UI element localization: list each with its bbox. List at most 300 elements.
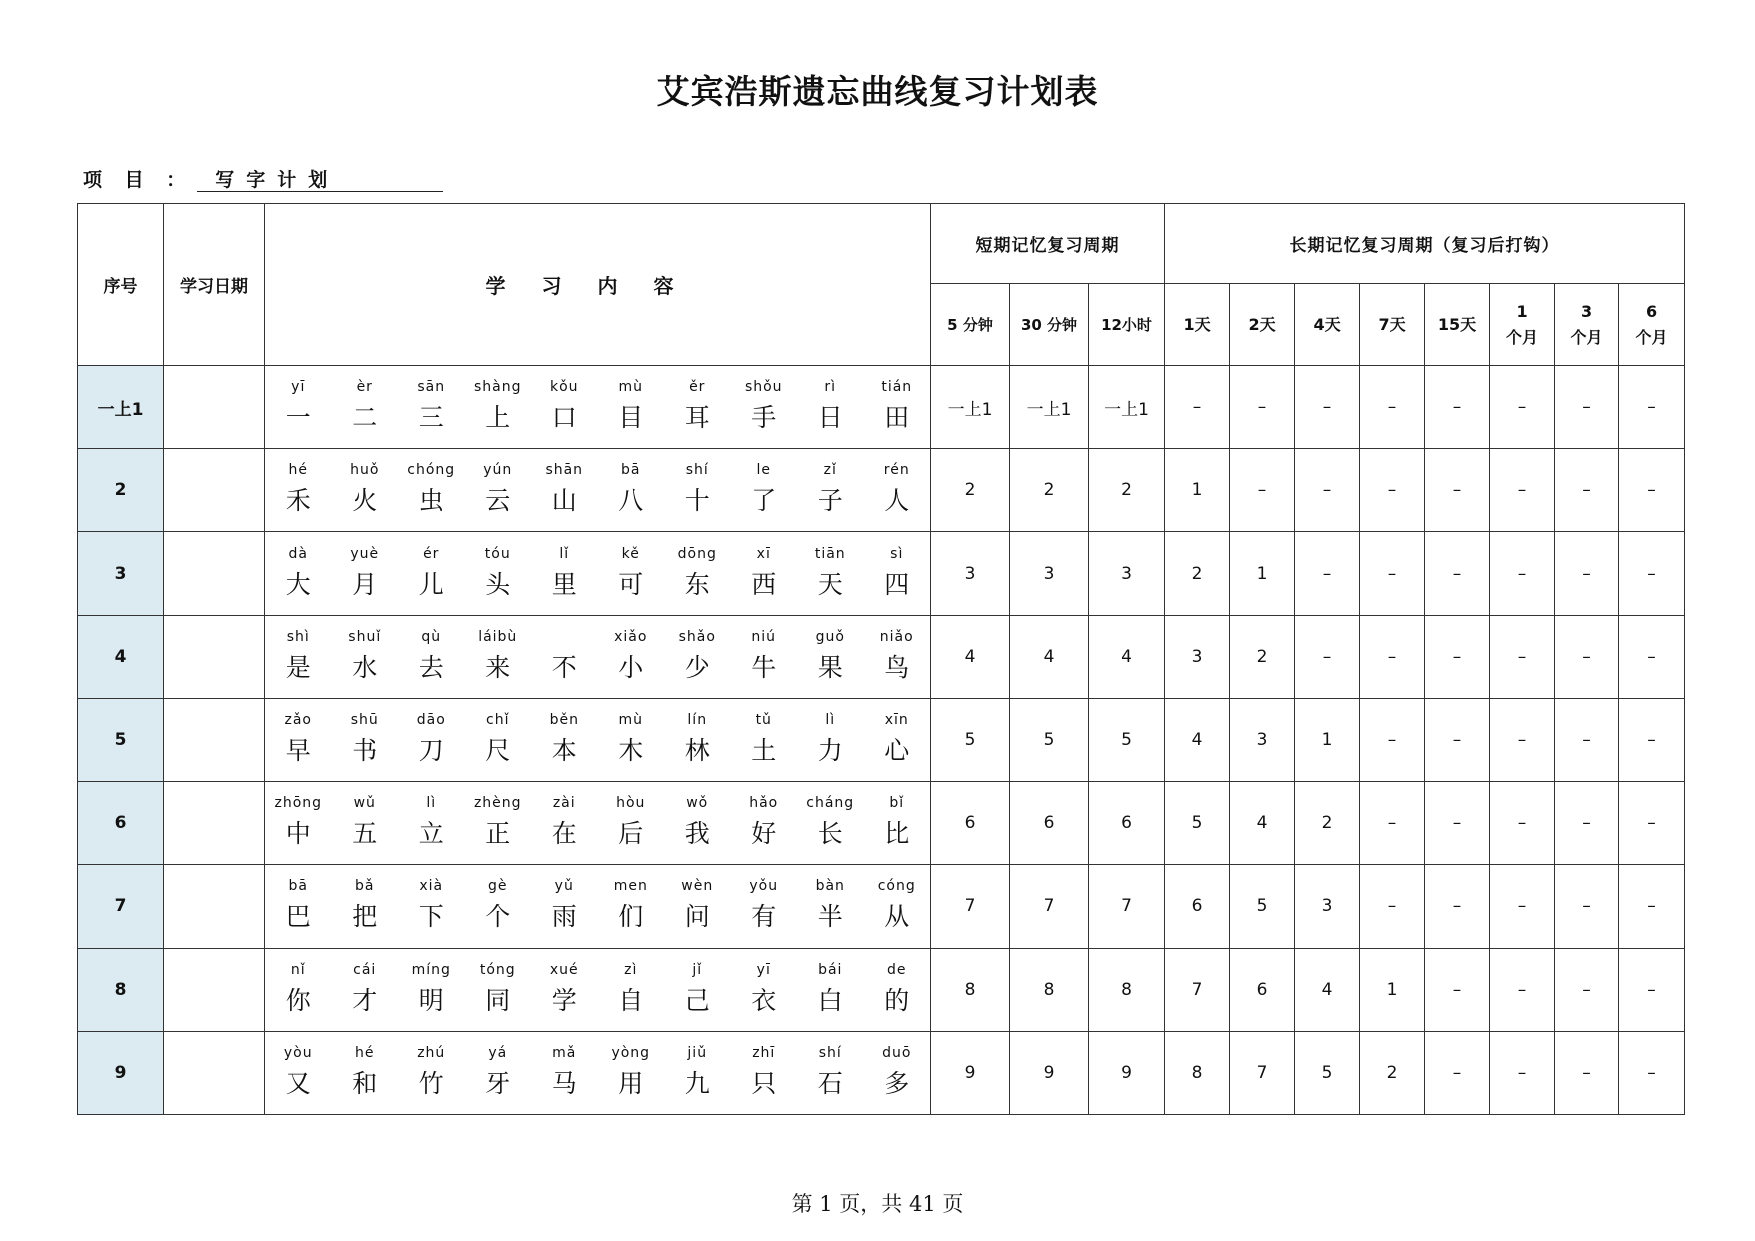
hanzi: 九 <box>684 1068 710 1098</box>
hanzi: 有 <box>751 902 777 932</box>
header-short-col: 12小时 <box>1089 284 1165 366</box>
hanzi: 八 <box>618 486 644 516</box>
long-review-cell[interactable]: – <box>1619 1031 1685 1114</box>
pinyin: niú <box>751 628 777 645</box>
hanzi: 刀 <box>418 735 444 765</box>
hanzi: 心 <box>884 735 910 765</box>
short-review-cell[interactable]: 8 <box>931 948 1010 1031</box>
long-review-cell[interactable]: – <box>1490 532 1555 615</box>
long-review-cell[interactable]: 2 <box>1230 615 1295 698</box>
hanzi: 衣 <box>751 985 777 1015</box>
row-seq: 2 <box>78 449 164 532</box>
header-long-col: 15天 <box>1425 284 1490 366</box>
pinyin: dāo <box>416 711 446 728</box>
long-review-cell[interactable]: – <box>1555 1031 1619 1114</box>
pinyin-line <box>265 711 930 733</box>
pinyin: nǐ <box>290 961 306 978</box>
hanzi: 又 <box>285 1068 311 1098</box>
short-review-cell[interactable]: 3 <box>1010 532 1089 615</box>
hanzi: 一 <box>285 403 311 433</box>
hanzi: 少 <box>684 652 710 682</box>
header-content: 学习内容 <box>265 204 931 366</box>
long-review-cell[interactable]: – <box>1555 698 1619 781</box>
long-review-cell[interactable]: – <box>1295 615 1360 698</box>
long-review-cell[interactable]: 2 <box>1295 782 1360 865</box>
character-line <box>265 483 930 519</box>
long-review-cell[interactable]: – <box>1360 366 1425 449</box>
hanzi: 雨 <box>551 902 577 932</box>
hanzi: 你 <box>285 985 311 1015</box>
long-review-cell[interactable]: – <box>1490 698 1555 781</box>
short-review-cell[interactable]: 9 <box>1010 1031 1089 1114</box>
pinyin: tǔ <box>755 711 772 728</box>
table-row <box>78 782 1685 865</box>
pinyin: shí <box>818 1044 842 1061</box>
long-review-cell[interactable]: – <box>1295 366 1360 449</box>
long-review-cell[interactable]: – <box>1425 948 1490 1031</box>
hanzi: 己 <box>684 985 710 1015</box>
pinyin: shǒu <box>744 379 783 396</box>
hanzi: 上 <box>485 403 511 433</box>
pinyin: lǐ <box>559 545 570 562</box>
hanzi: 水 <box>352 652 378 682</box>
table-row <box>78 698 1685 781</box>
table-row <box>78 865 1685 948</box>
hanzi: 东 <box>684 569 710 599</box>
long-review-cell[interactable]: – <box>1619 449 1685 532</box>
long-review-cell[interactable]: – <box>1555 948 1619 1031</box>
pinyin: mǎ <box>552 1044 577 1061</box>
pinyin: yòu <box>283 1044 313 1061</box>
long-review-cell[interactable]: – <box>1360 532 1425 615</box>
long-review-cell[interactable]: – <box>1490 615 1555 698</box>
long-review-cell[interactable]: – <box>1490 449 1555 532</box>
pinyin: yún <box>483 462 513 479</box>
row-seq: 8 <box>78 948 164 1031</box>
long-review-cell[interactable]: – <box>1425 615 1490 698</box>
long-review-cell[interactable]: 7 <box>1230 1031 1295 1114</box>
hanzi: 才 <box>352 985 378 1015</box>
long-review-cell[interactable]: – <box>1425 865 1490 948</box>
pinyin: shǎo <box>678 628 716 645</box>
long-review-cell[interactable]: 1 <box>1360 948 1425 1031</box>
hanzi: 牛 <box>751 652 777 682</box>
hanzi: 尺 <box>485 735 511 765</box>
long-review-cell[interactable]: 4 <box>1295 948 1360 1031</box>
pinyin: rì <box>824 379 837 396</box>
hanzi: 个 <box>485 902 511 932</box>
long-review-cell[interactable]: – <box>1490 948 1555 1031</box>
hanzi: 们 <box>618 902 644 932</box>
study-content-cell <box>265 532 931 615</box>
short-review-cell[interactable]: 9 <box>1089 1031 1165 1114</box>
row-seq: 4 <box>78 615 164 698</box>
long-review-cell[interactable]: – <box>1360 615 1425 698</box>
short-review-cell[interactable]: 2 <box>1089 449 1165 532</box>
long-review-cell[interactable]: – <box>1425 366 1490 449</box>
short-review-cell[interactable]: 4 <box>931 615 1010 698</box>
study-date-cell[interactable] <box>164 865 265 948</box>
short-review-cell[interactable]: 7 <box>931 865 1010 948</box>
pinyin: yuè <box>350 545 380 562</box>
row-seq: 9 <box>78 1031 164 1114</box>
pinyin: duō <box>882 1044 912 1061</box>
pinyin: huǒ <box>350 462 380 479</box>
page-title: 艾宾浩斯遗忘曲线复习计划表 <box>656 72 1099 111</box>
long-review-cell[interactable]: – <box>1555 532 1619 615</box>
hanzi: 口 <box>551 403 577 433</box>
pinyin: shuǐ <box>348 628 382 645</box>
row-seq: 一上1 <box>78 366 164 449</box>
pinyin: tóu <box>484 545 511 562</box>
pinyin-line <box>265 461 930 483</box>
table-row <box>78 1031 1685 1114</box>
hanzi: 自 <box>618 985 644 1015</box>
long-review-cell[interactable]: – <box>1230 449 1295 532</box>
pinyin: xià <box>419 878 444 895</box>
pinyin: gè <box>488 878 508 895</box>
short-review-cell[interactable]: 一上1 <box>1089 366 1165 449</box>
long-review-cell[interactable]: – <box>1425 698 1490 781</box>
header-short-term: 短期记忆复习周期 <box>931 204 1165 284</box>
pinyin: bā <box>621 462 641 479</box>
header-long-col: 7天 <box>1360 284 1425 366</box>
pinyin: cóng <box>877 878 916 895</box>
pinyin-line <box>265 628 930 650</box>
pinyin: ěr <box>689 379 706 396</box>
hanzi: 二 <box>352 403 378 433</box>
long-review-cell[interactable]: 3 <box>1165 615 1230 698</box>
long-review-cell[interactable]: 7 <box>1165 948 1230 1031</box>
long-review-cell[interactable]: – <box>1425 782 1490 865</box>
short-review-cell[interactable]: 6 <box>1010 782 1089 865</box>
long-review-cell[interactable]: – <box>1619 865 1685 948</box>
pinyin: wèn <box>681 878 714 895</box>
long-review-cell[interactable]: – <box>1425 1031 1490 1114</box>
pinyin: xué <box>549 961 579 978</box>
pinyin: le <box>756 462 771 479</box>
header-short-col: 5 分钟 <box>931 284 1010 366</box>
study-content-cell <box>265 615 931 698</box>
study-date-cell[interactable] <box>164 532 265 615</box>
pinyin: bǐ <box>889 795 905 812</box>
character-line <box>265 650 930 686</box>
hanzi: 白 <box>817 985 843 1015</box>
short-review-cell[interactable]: 5 <box>1089 698 1165 781</box>
hanzi: 明 <box>418 985 444 1015</box>
hanzi: 耳 <box>684 403 710 433</box>
hanzi: 同 <box>485 985 511 1015</box>
row-seq: 5 <box>78 698 164 781</box>
long-review-cell[interactable]: 8 <box>1165 1031 1230 1114</box>
pinyin: bàn <box>815 878 845 895</box>
long-review-cell[interactable]: 4 <box>1230 782 1295 865</box>
long-review-cell[interactable]: – <box>1360 865 1425 948</box>
study-content-cell <box>265 782 931 865</box>
pinyin: yī <box>291 379 306 396</box>
long-review-cell[interactable]: – <box>1360 782 1425 865</box>
pinyin: běn <box>549 711 579 728</box>
study-date-cell[interactable] <box>164 948 265 1031</box>
long-review-cell[interactable]: – <box>1490 865 1555 948</box>
long-review-cell[interactable]: 5 <box>1165 782 1230 865</box>
long-review-cell[interactable]: – <box>1619 532 1685 615</box>
long-review-cell[interactable]: – <box>1490 1031 1555 1114</box>
long-review-cell[interactable]: – <box>1425 532 1490 615</box>
pinyin: zhèng <box>473 795 522 812</box>
hanzi: 正 <box>485 819 511 849</box>
long-review-cell[interactable]: – <box>1555 366 1619 449</box>
header-row-top <box>78 204 1685 284</box>
header-date: 学习日期 <box>164 204 265 366</box>
hanzi: 人 <box>884 486 910 516</box>
short-review-cell[interactable]: 9 <box>931 1031 1010 1114</box>
long-review-cell[interactable]: – <box>1619 615 1685 698</box>
long-review-cell[interactable]: 5 <box>1295 1031 1360 1114</box>
long-review-cell[interactable]: – <box>1555 865 1619 948</box>
header-long-col: 4天 <box>1295 284 1360 366</box>
short-review-cell[interactable]: 2 <box>1010 449 1089 532</box>
pinyin: niǎo <box>879 628 914 645</box>
pinyin: xī <box>756 545 771 562</box>
short-review-cell[interactable]: 2 <box>931 449 1010 532</box>
pinyin: yǔ <box>554 878 574 895</box>
pinyin: mù <box>618 711 643 728</box>
study-date-cell[interactable] <box>164 698 265 781</box>
pinyin-line <box>265 545 930 567</box>
hanzi: 我 <box>684 819 710 849</box>
short-review-cell[interactable]: 4 <box>1010 615 1089 698</box>
pinyin-line <box>265 794 930 816</box>
hanzi: 多 <box>884 1068 910 1098</box>
long-review-cell[interactable]: 3 <box>1295 865 1360 948</box>
hanzi: 土 <box>751 735 777 765</box>
hanzi: 云 <box>485 486 511 516</box>
pinyin: tóng <box>479 961 516 978</box>
short-review-cell[interactable]: 3 <box>931 532 1010 615</box>
hanzi: 田 <box>884 403 910 433</box>
pinyin: cái <box>353 961 377 978</box>
pinyin: shì <box>286 628 310 645</box>
hanzi: 长 <box>817 819 843 849</box>
pinyin: zǐ <box>823 462 837 479</box>
long-review-cell[interactable]: – <box>1619 698 1685 781</box>
long-review-cell[interactable]: – <box>1425 449 1490 532</box>
pinyin: zhōng <box>274 795 323 812</box>
long-review-cell[interactable]: 2 <box>1165 532 1230 615</box>
long-review-cell[interactable]: – <box>1360 698 1425 781</box>
study-date-cell[interactable] <box>164 366 265 449</box>
hanzi: 学 <box>551 985 577 1015</box>
pinyin: sì <box>890 545 904 562</box>
table-row <box>78 615 1685 698</box>
long-review-cell[interactable]: 5 <box>1230 865 1295 948</box>
hanzi: 三 <box>418 403 444 433</box>
pinyin: yòng <box>611 1044 651 1061</box>
pinyin: chǐ <box>486 711 510 728</box>
hanzi: 鸟 <box>884 652 910 682</box>
hanzi: 子 <box>817 486 843 516</box>
hanzi: 四 <box>884 569 910 599</box>
study-content-cell <box>265 948 931 1031</box>
hanzi: 火 <box>352 486 378 516</box>
hanzi: 半 <box>817 902 843 932</box>
pinyin-line <box>265 961 930 983</box>
short-review-cell[interactable]: 3 <box>1089 532 1165 615</box>
pinyin: èr <box>356 379 373 396</box>
short-review-cell[interactable]: 5 <box>931 698 1010 781</box>
pinyin: wǔ <box>353 795 376 812</box>
pinyin: zhī <box>752 1044 776 1061</box>
pinyin: bā <box>288 878 308 895</box>
header-long-term: 长期记忆复习周期（复习后打钩） <box>1165 204 1685 284</box>
short-review-cell[interactable]: 6 <box>931 782 1010 865</box>
short-review-cell[interactable]: 4 <box>1089 615 1165 698</box>
character-line <box>265 400 930 436</box>
study-date-cell[interactable] <box>164 782 265 865</box>
short-review-cell[interactable]: 一上1 <box>931 366 1010 449</box>
pinyin: míng <box>411 961 451 978</box>
hanzi: 把 <box>352 902 378 932</box>
project-line <box>83 165 443 192</box>
long-review-cell[interactable]: – <box>1165 366 1230 449</box>
hanzi: 十 <box>684 486 710 516</box>
pinyin: bǎ <box>355 878 375 895</box>
pinyin: rén <box>883 462 910 479</box>
hanzi: 竹 <box>418 1068 444 1098</box>
character-line <box>265 1066 930 1102</box>
long-review-cell[interactable]: 6 <box>1230 948 1295 1031</box>
long-review-cell[interactable]: – <box>1230 366 1295 449</box>
hanzi: 是 <box>285 652 311 682</box>
long-review-cell[interactable]: – <box>1555 615 1619 698</box>
long-review-cell[interactable]: 2 <box>1360 1031 1425 1114</box>
pinyin: hǎo <box>749 795 779 812</box>
pinyin: zǎo <box>284 711 312 728</box>
hanzi: 巴 <box>285 902 311 932</box>
pinyin: kǒu <box>549 379 579 396</box>
pinyin: men <box>613 878 648 895</box>
short-review-cell[interactable]: 8 <box>1089 948 1165 1031</box>
study-date-cell[interactable] <box>164 1031 265 1114</box>
hanzi: 牙 <box>485 1068 511 1098</box>
pinyin: dà <box>288 545 308 562</box>
pinyin: lì <box>426 795 437 812</box>
pinyin: yá <box>488 1044 508 1061</box>
pinyin <box>531 628 598 650</box>
long-review-cell[interactable]: 3 <box>1230 698 1295 781</box>
hanzi: 可 <box>618 569 644 599</box>
long-review-cell[interactable]: 1 <box>1165 449 1230 532</box>
project-label: 项 目 ： <box>83 169 194 191</box>
long-review-cell[interactable]: – <box>1295 532 1360 615</box>
study-content-cell <box>265 1031 931 1114</box>
study-date-cell[interactable] <box>164 449 265 532</box>
hanzi: 目 <box>618 403 644 433</box>
study-content-cell <box>265 698 931 781</box>
header-long-col: 3 个月 <box>1555 284 1619 366</box>
long-review-cell[interactable]: 6 <box>1165 865 1230 948</box>
character-line <box>265 733 930 769</box>
header-long-col: 6 个月 <box>1619 284 1685 366</box>
long-review-cell[interactable]: 1 <box>1295 698 1360 781</box>
study-content-cell <box>265 865 931 948</box>
long-review-cell[interactable]: – <box>1555 449 1619 532</box>
hanzi: 西 <box>751 569 777 599</box>
hanzi: 虫 <box>418 486 444 516</box>
long-review-cell[interactable]: – <box>1490 782 1555 865</box>
character-line <box>265 816 930 852</box>
long-review-cell[interactable]: 1 <box>1230 532 1295 615</box>
pinyin-line <box>265 877 930 899</box>
header-long-col: 1天 <box>1165 284 1230 366</box>
hanzi: 用 <box>618 1068 644 1098</box>
header-long-col: 1 个月 <box>1490 284 1555 366</box>
short-review-cell[interactable]: 7 <box>1010 865 1089 948</box>
pinyin: shí <box>685 462 709 479</box>
short-review-cell[interactable]: 一上1 <box>1010 366 1089 449</box>
short-review-cell[interactable]: 8 <box>1010 948 1089 1031</box>
long-review-cell[interactable]: – <box>1490 366 1555 449</box>
hanzi: 小 <box>618 652 644 682</box>
pinyin: láibù <box>478 628 518 645</box>
hanzi: 立 <box>418 819 444 849</box>
long-review-cell[interactable]: – <box>1360 449 1425 532</box>
hanzi: 下 <box>418 902 444 932</box>
table-row <box>78 948 1685 1031</box>
hanzi: 来 <box>485 652 511 682</box>
table-row <box>78 366 1685 449</box>
hanzi: 问 <box>684 902 710 932</box>
short-review-cell[interactable]: 6 <box>1089 782 1165 865</box>
long-review-cell[interactable]: – <box>1619 782 1685 865</box>
pinyin: yǒu <box>749 878 779 895</box>
pinyin: hé <box>355 1044 375 1061</box>
hanzi: 月 <box>352 569 378 599</box>
hanzi: 五 <box>352 819 378 849</box>
hanzi: 的 <box>884 985 910 1015</box>
hanzi: 本 <box>551 735 577 765</box>
pinyin: tiān <box>814 545 846 562</box>
pinyin: de <box>887 961 907 978</box>
pinyin: lín <box>687 711 708 728</box>
hanzi: 手 <box>751 403 777 433</box>
study-content-cell <box>265 366 931 449</box>
long-review-cell[interactable]: – <box>1619 948 1685 1031</box>
pinyin: cháng <box>806 795 855 812</box>
short-review-cell[interactable]: 5 <box>1010 698 1089 781</box>
short-review-cell[interactable]: 7 <box>1089 865 1165 948</box>
long-review-cell[interactable]: 4 <box>1165 698 1230 781</box>
hanzi: 早 <box>285 735 311 765</box>
study-date-cell[interactable] <box>164 615 265 698</box>
long-review-cell[interactable]: – <box>1619 366 1685 449</box>
hanzi: 力 <box>817 735 843 765</box>
pinyin: tián <box>881 379 913 396</box>
table-row <box>78 532 1685 615</box>
pinyin: ér <box>423 545 440 562</box>
pinyin: hòu <box>616 795 646 812</box>
project-value: 写字计划 <box>197 169 443 192</box>
character-line <box>265 899 930 935</box>
long-review-cell[interactable]: – <box>1555 782 1619 865</box>
review-plan-table <box>77 203 1685 1115</box>
hanzi: 儿 <box>418 569 444 599</box>
table-row <box>78 449 1685 532</box>
long-review-cell[interactable]: – <box>1295 449 1360 532</box>
pinyin: shū <box>350 711 379 728</box>
pinyin: zài <box>552 795 576 812</box>
